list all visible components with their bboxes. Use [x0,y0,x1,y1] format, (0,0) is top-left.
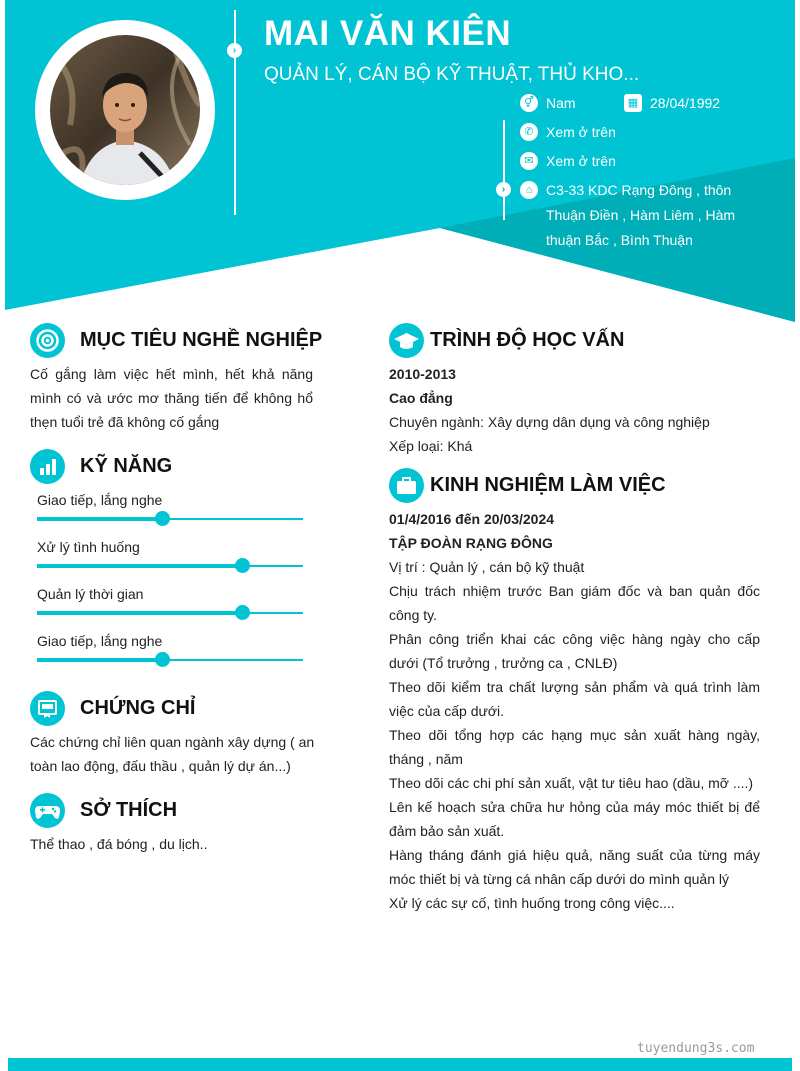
skill-knob [155,652,170,667]
skill-item [37,490,303,520]
experience-line: Phân công triển khai các công việc hàng ngày cho cấp dưới (Tổ trưởng , trưởng ca , CNLĐ) [389,631,760,671]
experience-line: Vị trí : Quản lý , cán bộ kỹ thuật [389,559,585,575]
skill-label: Quản lý thời gian [37,586,144,602]
birthday-value: 28/04/1992 [650,95,721,111]
education-heading [389,323,624,358]
experience-line: Theo dõi tổng hợp các hạng mục sản xuất hàng ngày, tháng , năm [389,727,760,767]
job-title: QUẢN LÝ, CÁN BỘ KỸ THUẬT, THỦ KHO... [264,64,640,85]
skill-fill [37,564,242,568]
header-divider [234,10,236,215]
experience-header [389,507,760,555]
skill-track [37,612,303,614]
birthday-item [624,91,720,116]
skills-heading [30,449,172,484]
skills-title: KỸ NĂNG [80,455,173,477]
skill-knob [235,558,250,573]
skill-label: Giao tiếp, lắng nghe [37,633,163,649]
experience-company: TẬP ĐOÀN RẠNG ĐÔNG [389,535,553,551]
experience-line: Lên kế hoạch sửa chữa hư hỏng của máy móc thiết bị để đảm bảo sản xuất. [389,799,760,839]
certificate-icon [30,691,65,726]
experience-line: Theo dõi các chi phí sản xuất, vật tư tiêu hao (dầu, mỡ ....) [389,775,754,791]
email-icon: ✉ [520,152,538,170]
education-block [389,362,760,458]
skill-track [37,565,303,567]
certificates-text: Các chứng chỉ liên quan ngành xây dựng ( an toàn lao động, đấu thầu , quản lý dự án...) [30,734,315,774]
experience-line: Theo dõi kiểm tra chất lượng sản phẩm và quá trình làm việc của cấp dưới. [389,679,760,719]
experience-title: KINH NGHIỆM LÀM VIỆC [430,474,666,496]
skill-item [37,631,303,661]
gender-item [520,91,576,116]
skill-fill [37,517,162,521]
info-divider [503,120,505,220]
gamepad-icon [30,793,65,828]
experience-line: Xử lý các sự cố, tình huống trong công việc.... [389,895,675,911]
experience-lines [389,555,760,915]
experience-line: Chịu trách nhiệm trước Ban giám đốc và ban quản đốc công ty. [389,583,760,623]
experience-line: Hàng tháng đánh giá hiệu quả, năng suất của từng máy móc thiết bị và từng cá nhân cấp dưới do mình quản lý [389,847,760,887]
email-value: Xem ở trên [546,153,616,169]
gender-value: Nam [546,95,576,111]
objective-heading [30,323,322,358]
skill-track [37,659,303,661]
certificates-title: CHỨNG CHỈ [80,697,196,719]
info-chevron-icon: › [496,182,511,197]
hobbies-title: SỞ THÍCH [80,799,178,821]
gender-icon: ⚥ [520,94,538,112]
objective-text: Cố gắng làm việc hết mình, hết khả năng mình có và ước mơ thăng tiến để không hổ thẹn tuổi trẻ đã không cố gắng [30,366,313,430]
footer-bar [8,1058,792,1071]
skill-fill [37,611,242,615]
skill-label: Xử lý tình huống [37,539,140,555]
experience-heading [389,468,666,503]
calendar-icon: ▦ [624,94,642,112]
education-school: Cao đẳng [389,390,453,406]
objective-title: MỤC TIÊU NGHỀ NGHIỆP [80,329,323,351]
experience-period: 01/4/2016 đến 20/03/2024 [389,511,555,527]
phone-icon: ✆ [520,123,538,141]
bar-chart-icon [30,449,65,484]
skill-knob [155,511,170,526]
briefcase-icon [389,468,424,503]
phone-item [520,120,616,145]
candidate-name: MAI VĂN KIÊN [264,14,512,53]
watermark: tuyendung3s.com [637,1041,755,1056]
phone-value: Xem ở trên [546,124,616,140]
skill-fill [37,658,162,662]
skill-knob [235,605,250,620]
hobbies-text: Thể thao , đá bóng , du lịch.. [30,836,208,852]
education-major: Chuyên ngành: Xây dựng dân dụng và công nghiệp [389,414,710,430]
address-item [520,178,770,253]
skill-label: Giao tiếp, lắng nghe [37,492,163,508]
education-title: TRÌNH ĐỘ HỌC VẤN [430,329,625,351]
education-rank: Xếp loại: Khá [389,438,473,454]
home-icon: ⌂ [520,181,538,199]
graduation-cap-icon [389,323,424,358]
email-item [520,149,616,174]
divider-chevron-icon: › [227,43,242,58]
education-period: 2010-2013 [389,366,456,382]
certificates-heading [30,691,195,726]
avatar [50,35,200,185]
skill-item [37,537,303,567]
address-value: C3-33 KDC Rạng Đông , thôn Thuận Điền , Hàm Liêm , Hàm thuận Bắc , Bình Thuận [546,182,736,248]
hobbies-heading [30,793,177,828]
target-icon [30,323,65,358]
skill-item [37,584,303,614]
skill-track [37,518,303,520]
